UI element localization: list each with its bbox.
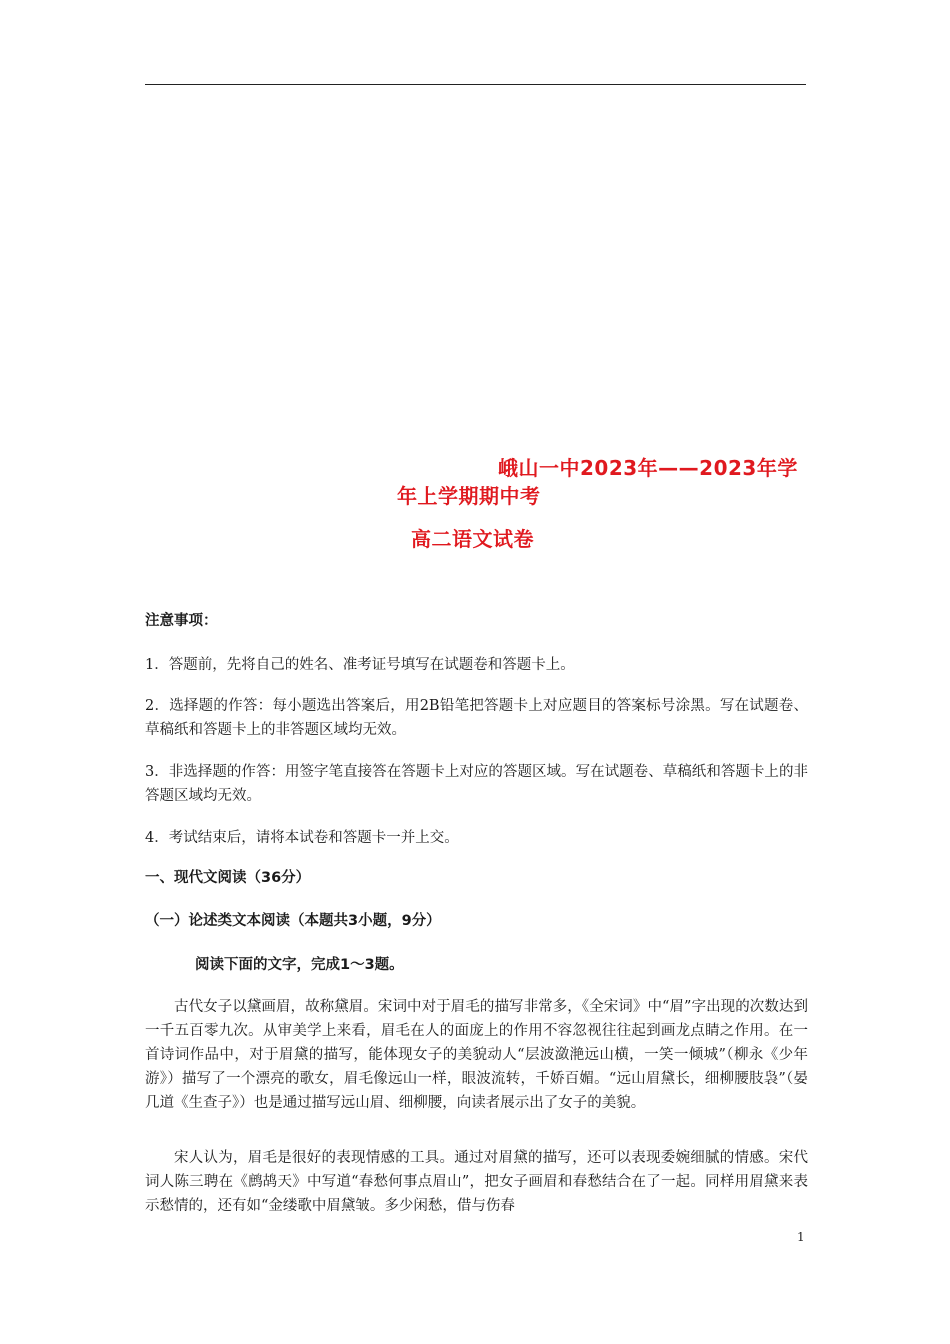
notice-item: 4．考试结束后，请将本试卷和答题卡一并上交。 [145, 830, 459, 846]
notice-item: 1．答题前，先将自己的姓名、准考证号填写在试题卷和答题卡上。 [145, 657, 575, 673]
reading-paragraph: 古代女子以黛画眉，故称黛眉。宋词中对于眉毛的描写非常多，《全宋词》中“眉”字出现的次数达到一千五百零九次。从审美学上来看，眉毛在人的面庞上的作用不容忽视往往起到画龙点睛之作用。在一首诗词作品中，对于眉黛的描写，能体现女子的美貌动人“层波潋滟远山横，一笑一倾城”（柳永《少年游》）描写了一个漂亮的歌女，眉毛像远山一样，眼波流转，千娇百媚。“远山眉黛长，细柳腰肢袅”（晏几道《生查子》）也是通过描写远山眉、细柳腰，向读者展示出了女子的美貌。 [145, 999, 808, 1111]
reading-paragraph: 宋人认为，眉毛是很好的表现情感的工具。通过对眉黛的描写，还可以表现委婉细腻的情感。宋代词人陈三聘在《鹧鸪天》中写道“春愁何事点眉山”，把女子画眉和春愁结合在了一起。同样用眉黛来表示愁情的，还有如“金缕歌中眉黛皱。多少闲愁，借与伤春 [145, 1150, 808, 1214]
exam-title-line1: 峨山一中2023年——2023年学 [498, 456, 798, 480]
exam-title-line2: 年上学期期中考 [397, 484, 541, 508]
section-subtitle: （一）论述类文本阅读（本题共3小题，9分） [145, 913, 441, 929]
section-title: 一、现代文阅读（36分） [145, 870, 311, 886]
notice-item: 3．非选择题的作答：用签字笔直接答在答题卡上对应的答题区域。写在试题卷、草稿纸和答题卡上的非答题区域均无效。 [145, 764, 808, 804]
page-number: 1 [797, 1230, 805, 1244]
notice-item: 2．选择题的作答：每小题选出答案后，用2B铅笔把答题卡上对应题目的答案标号涂黑。写在试题卷、草稿纸和答题卡上的非答题区域均无效。 [145, 698, 808, 738]
reading-instruction: 阅读下面的文字，完成1～3题。 [195, 957, 404, 973]
exam-subtitle: 高二语文试卷 [411, 527, 534, 551]
header-rule [145, 84, 806, 85]
notice-heading: 注意事项： [145, 613, 218, 629]
